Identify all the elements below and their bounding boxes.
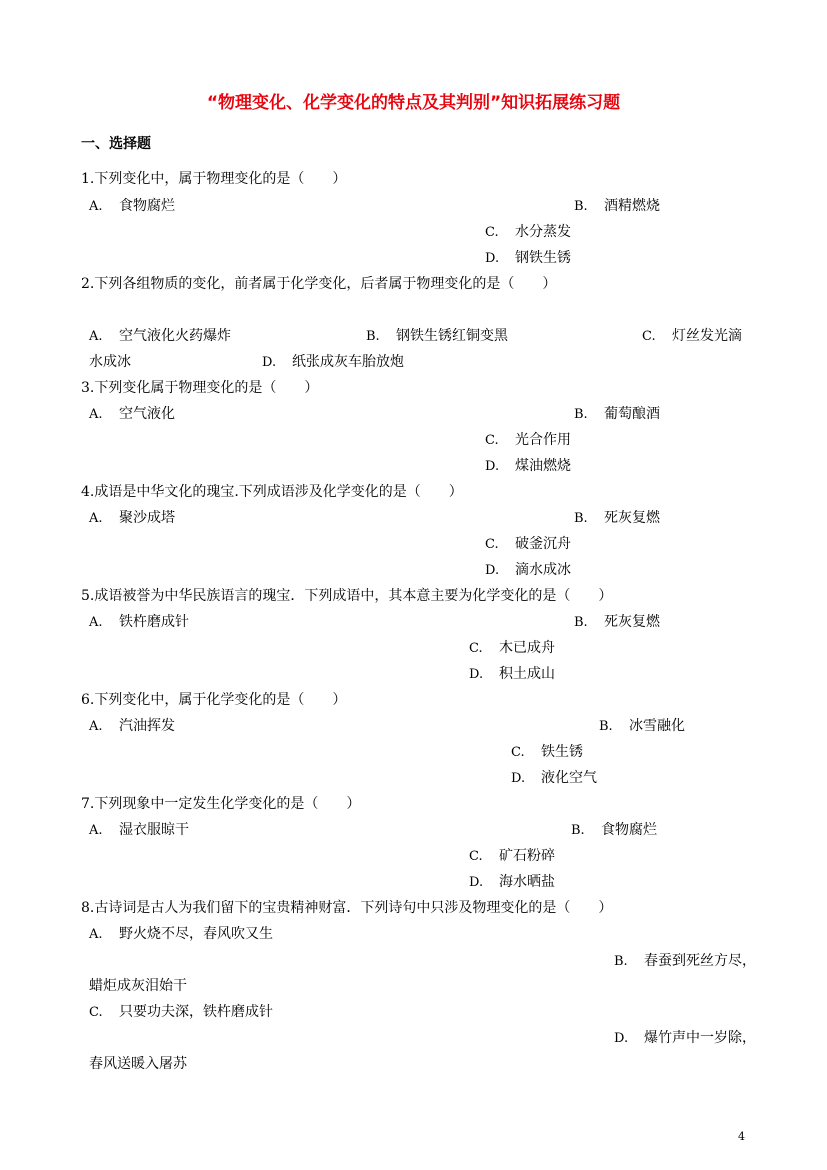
option-a[interactable] [89,507,175,527]
option-letter: B. [574,511,588,526]
option-text: 聚沙成塔 [119,510,175,526]
option-text: 空气液化火药爆炸 [119,328,231,344]
option-letter: C. [469,849,483,864]
option-b[interactable] [574,611,660,631]
option-d[interactable] [469,871,555,891]
option-letter: C. [485,537,499,552]
option-text: 冰雪融化 [629,718,685,734]
option-d[interactable] [511,767,597,787]
option-letter: D. [614,1031,629,1046]
option-b[interactable] [614,950,756,970]
option-letter: B. [366,329,380,344]
option-a[interactable] [89,195,175,215]
option-c[interactable] [469,637,555,657]
question-stem: 5.成语被誉为中华民族语言的瑰宝．下列成语中，其本意主要为化学变化的是（ ） [81,588,613,604]
option-text: 水分蒸发 [515,224,571,240]
option-c[interactable] [485,429,571,449]
option-text: 空气液化 [119,406,175,422]
option-text: 春蚕到死丝方尽， [644,953,756,969]
option-letter: B. [574,199,588,214]
option-d-continued: 春风送暖入屠苏 [89,1056,187,1072]
option-letter: B. [571,823,585,838]
option-c[interactable] [485,221,571,241]
option-text: 纸张成灰车胎放炮 [292,354,404,370]
page-title: “物理变化、化学变化的特点及其判别”知识拓展练习题 [206,93,621,113]
option-text: 食物腐烂 [119,198,175,214]
option-text: 野火烧不尽，春风吹又生 [119,926,273,942]
option-a[interactable] [89,611,189,631]
option-letter: B. [574,407,588,422]
option-letter: C. [642,329,656,344]
option-text: 只要功夫深，铁杵磨成针 [119,1004,273,1020]
option-text: 死灰复燃 [604,510,660,526]
option-a[interactable] [89,325,231,345]
option-b[interactable] [599,715,685,735]
option-a[interactable] [89,923,273,943]
option-letter: B. [599,719,613,734]
option-letter: D. [469,667,484,682]
option-b[interactable] [571,819,657,839]
option-text: 葡萄酿酒 [604,406,660,422]
option-c[interactable] [511,741,583,761]
question-stem: 1.下列变化中，属于物理变化的是（ ） [81,171,347,187]
option-letter: C. [89,1005,103,1020]
question-stem: 4.成语是中华文化的瑰宝.下列成语涉及化学变化的是（ ） [81,484,463,500]
question-stem: 3.下列变化属于物理变化的是（ ） [81,380,319,396]
option-text: 光合作用 [515,432,571,448]
option-text: 爆竹声中一岁除， [644,1030,756,1046]
option-text: 钢铁生锈 [515,250,571,266]
option-letter: A. [89,615,103,630]
question-stem: 2.下列各组物质的变化，前者属于化学变化，后者属于物理变化的是（ ） [81,276,557,292]
option-letter: D. [485,563,500,578]
option-text: 湿衣服晾干 [119,822,189,838]
option-d[interactable] [262,351,404,371]
option-a[interactable] [89,819,189,839]
option-text: 积土成山 [499,666,555,682]
option-c-continued: 水成冰 [89,354,131,370]
option-b[interactable] [574,403,660,423]
section-heading: 一、选择题 [81,136,151,152]
option-d[interactable] [485,247,571,267]
option-d[interactable] [485,559,571,579]
option-text: 海水晒盐 [499,874,555,890]
option-text: 酒精燃烧 [604,198,660,214]
option-letter: A. [89,199,103,214]
option-text: 铁杵磨成针 [119,614,189,630]
question-stem: 7.下列现象中一定发生化学变化的是（ ） [81,796,361,812]
option-text: 汽油挥发 [119,718,175,734]
option-text: 煤油燃烧 [515,458,571,474]
option-letter: A. [89,927,103,942]
option-b-continued: 蜡炬成灰泪始干 [89,978,187,994]
option-a[interactable] [89,403,175,423]
page-number: 4 [738,1130,745,1143]
option-c[interactable] [89,1001,273,1021]
option-letter: A. [89,511,103,526]
option-b[interactable] [574,195,660,215]
option-c[interactable] [642,325,742,345]
option-c[interactable] [469,845,555,865]
option-c[interactable] [485,533,571,553]
option-letter: C. [485,433,499,448]
option-letter: B. [614,954,628,969]
option-letter: A. [89,329,103,344]
option-letter: D. [469,875,484,890]
option-text: 灯丝发光滴 [672,328,742,344]
option-b[interactable] [574,507,660,527]
option-letter: C. [485,225,499,240]
option-letter: A. [89,407,103,422]
option-letter: B. [574,615,588,630]
option-text: 木已成舟 [499,640,555,656]
option-text: 死灰复燃 [604,614,660,630]
question-stem: 6.下列变化中，属于化学变化的是（ ） [81,692,347,708]
option-a[interactable] [89,715,175,735]
option-text: 食物腐烂 [601,822,657,838]
question-stem: 8.古诗词是古人为我们留下的宝贵精神财富．下列诗句中只涉及物理变化的是（ ） [81,900,613,916]
option-d[interactable] [485,455,571,475]
option-b[interactable] [366,325,508,345]
option-text: 铁生锈 [541,744,583,760]
option-letter: D. [485,251,500,266]
option-text: 滴水成冰 [515,562,571,578]
option-text: 矿石粉碎 [499,848,555,864]
option-d[interactable] [614,1027,756,1047]
option-text: 钢铁生锈红铜变黑 [396,328,508,344]
option-letter: C. [469,641,483,656]
option-letter: C. [511,745,525,760]
option-letter: A. [89,719,103,734]
option-letter: A. [89,823,103,838]
option-text: 破釜沉舟 [515,536,571,552]
option-d[interactable] [469,663,555,683]
option-letter: D. [511,771,526,786]
option-letter: D. [262,355,277,370]
option-letter: D. [485,459,500,474]
option-text: 液化空气 [541,770,597,786]
